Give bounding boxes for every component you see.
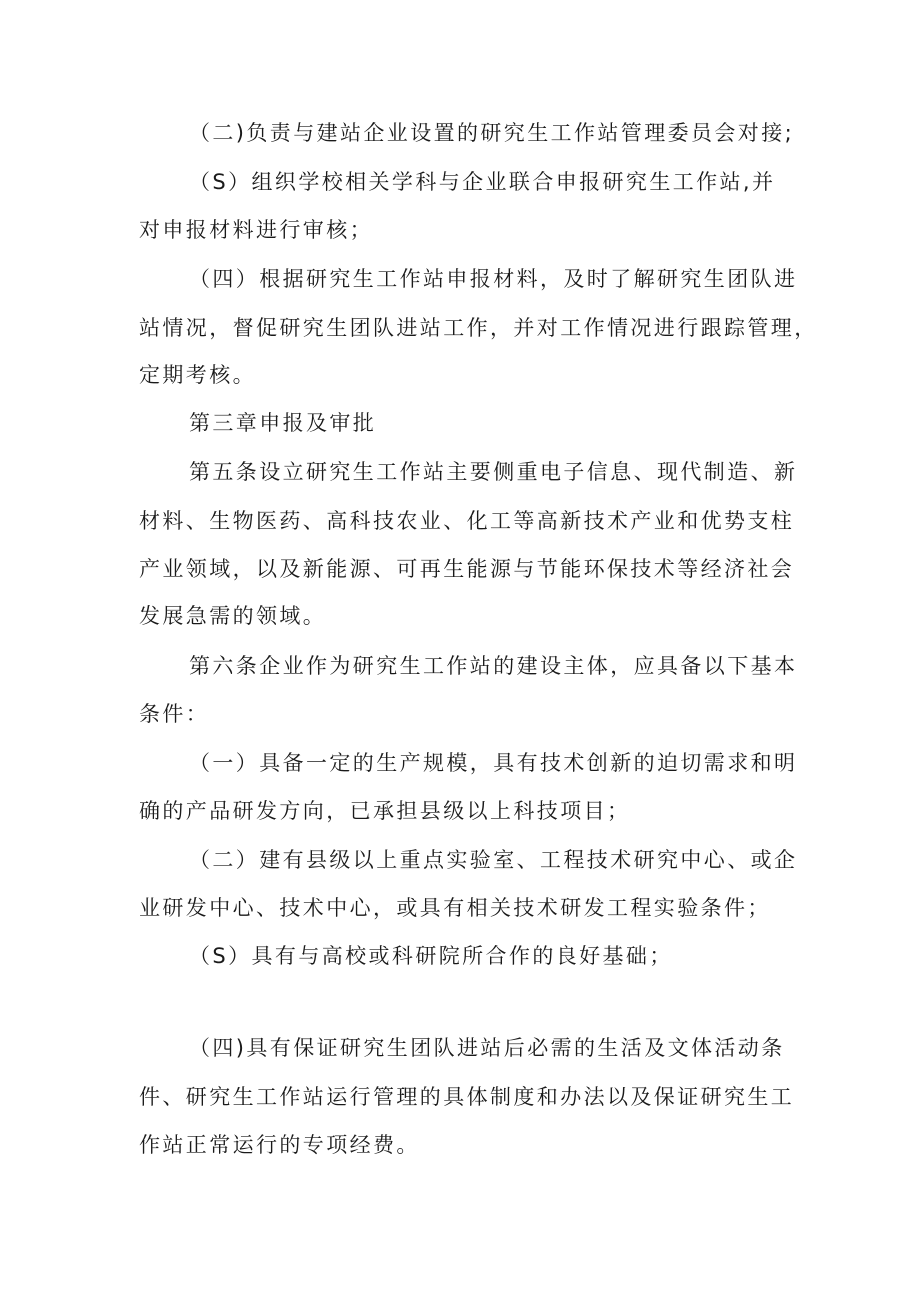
condition-1-line-2: 确的产品研发方向，已承担县级以上科技项目； [139, 799, 631, 823]
paragraph-3-line-1: （S）组织学校相关学科与企业联合申报研究生工作站,并 [189, 170, 776, 194]
article-6-line-1: 第六条企业作为研究生工作站的建设主体，应具备以下基本 [189, 654, 798, 678]
paragraph-4-line-1: （四）根据研究生工作站申报材料，及时了解研究生团队进 [189, 267, 798, 291]
condition-2-line-1: （二）建有县级以上重点实验室、工程技术研究中心、或企 [189, 848, 798, 872]
article-5-line-1: 第五条设立研究生工作站主要侧重电子信息、现代制造、新 [189, 460, 798, 484]
condition-1-line-1: （一）具备一定的生产规模，具有技术创新的迫切需求和明 [189, 751, 798, 775]
article-5-line-2: 材料、生物医药、高科技农业、化工等高新技术产业和优势支柱 [139, 509, 795, 533]
article-5-line-3: 产业领域，以及新能源、可再生能源与节能环保技术等经济社会 [139, 557, 795, 581]
condition-2-line-2: 业研发中心、技术中心，或具有相关技术研发工程实验条件； [139, 896, 771, 920]
paragraph-4-line-3: 定期考核。 [139, 363, 256, 387]
condition-4-line-3: 作站正常运行的专项经费。 [139, 1133, 420, 1157]
condition-4-line-2: 件、研究生工作站运行管理的具体制度和办法以及保证研究生工 [139, 1085, 795, 1109]
paragraph-4-line-2: 站情况，督促研究生团队进站工作，并对工作情况进行跟踪管理， [139, 316, 818, 340]
paragraph-3-line-2: 对申报材料进行审核； [139, 218, 373, 242]
paragraph-2-line-1: （二)负责与建站企业设置的研究生工作站管理委员会对接; [189, 121, 795, 145]
condition-4-line-1: （四)具有保证研究生团队进站后必需的生活及文体活动条 [189, 1036, 785, 1060]
article-6-line-2: 条件： [139, 702, 210, 726]
condition-3-line-1: （S）具有与高校或科研院所合作的良好基础； [189, 944, 673, 968]
article-5-line-4: 发展急需的领域。 [139, 604, 327, 628]
chapter-3-heading: 第三章申报及审批 [189, 411, 377, 435]
